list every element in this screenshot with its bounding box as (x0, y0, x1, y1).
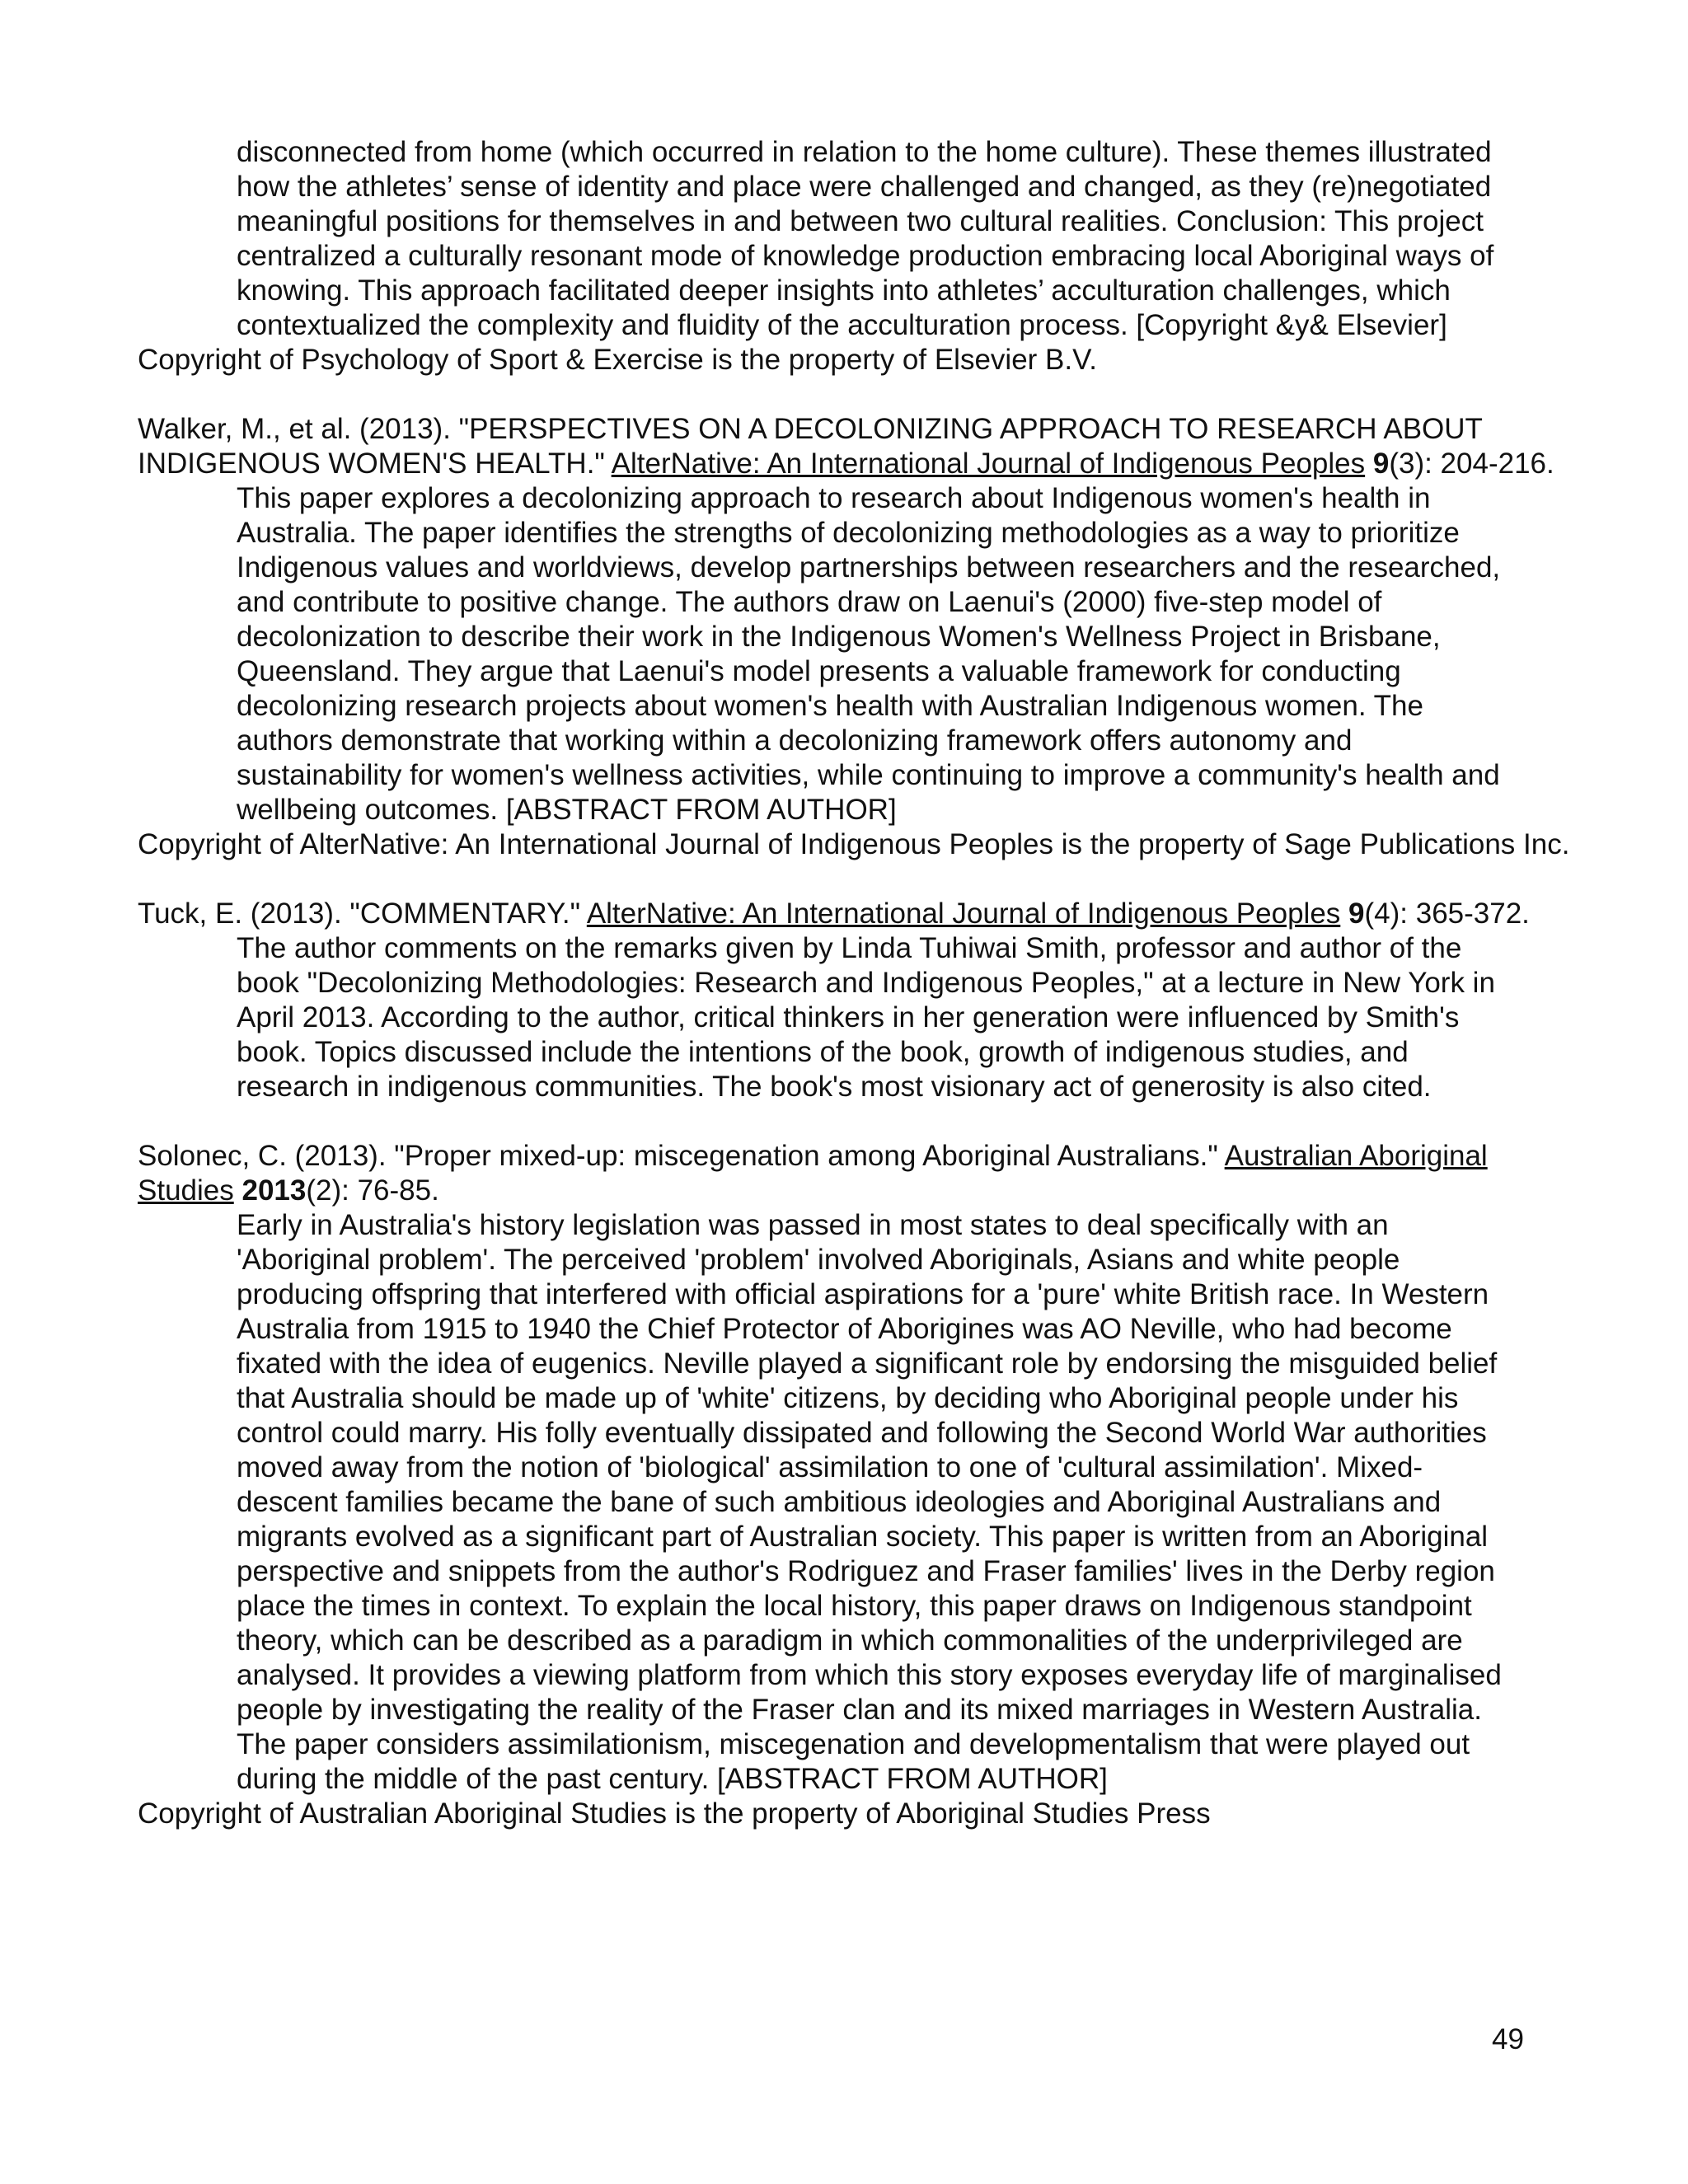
citation (138, 1139, 1588, 1208)
copyright-note: Copyright of AlterNative: An International Journal of Indigenous Peoples is the property of Sage Publications Inc. (138, 828, 1570, 860)
citation (138, 897, 1588, 931)
bibliography-entry (138, 1139, 1588, 1831)
page-number: 49 (1492, 2023, 1524, 2055)
citation (138, 412, 1588, 481)
abstract-text: This paper explores a decolonizing approach to research about Indigenous women's health in Australia. The paper identifies the strengths of decolonizing methodologies as a way to prioritize Indigenous values and worldviews, develop partnerships between researchers and the researched, and contribute to positive change. The authors draw on Laenui's (2000) five-step model of decolonization to describe their work in the Indigenous Women's Wellness Project in Brisbane, Queensland. They argue that Laenui's model presents a valuable framework for conducting decolonizing research projects about women's health with Australian Indigenous women. The authors demonstrate that working within a decolonizing framework offers autonomy and sustainability for women's wellness activities, while continuing to improve a community's health and wellbeing outcomes. [ABSTRACT FROM AUTHOR] (237, 482, 1501, 826)
citation-text: Walker, M., et al. (2013). "PERSPECTIVES ON A DECOLONIZING APPROACH TO RESEARCH ABOUT INDIGENOUS WOMEN'S HEALTH." (138, 413, 1483, 480)
volume-number: 9 (1348, 898, 1365, 930)
volume-number: 9 (1372, 448, 1390, 480)
entry-separator (138, 1104, 1588, 1139)
issue-pages: (4): 365-372. (1364, 898, 1530, 930)
bibliography-entry (138, 897, 1588, 1104)
journal-title: AlterNative: An International Journal of Indigenous Peoples (586, 898, 1341, 930)
bibliography-content (138, 135, 1588, 1831)
bibliography-entry (138, 412, 1588, 862)
continued-abstract: disconnected from home (which occurred in relation to the home culture). These themes illustrated how the athletes’ sense of identity and place were challenged and changed, as they (re)negotiated meaningful positions for themselves in and between two cultural realities. Conclusion: This project centralized a culturally resonant mode of knowledge production embracing local Aboriginal ways of knowing. This approach facilitated deeper insights into athletes’ acculturation challenges, which contextualized the complexity and fluidity of the acculturation process. [Copyright &y& Elsevier] (237, 136, 1494, 341)
issue-pages: (2): 76-85. (306, 1174, 439, 1207)
citation-text: Solonec, C. (2013). "Proper mixed-up: miscegenation among Aboriginal Australians." (138, 1140, 1225, 1172)
journal-title: Australian Aboriginal Studies (138, 1140, 1488, 1207)
entry-separator (138, 862, 1588, 897)
volume-number: 2013 (241, 1174, 307, 1207)
citation-text: Tuck, E. (2013). "COMMENTARY." (138, 898, 587, 930)
copyright-note: Copyright of Australian Aboriginal Studies is the property of Aboriginal Studies Press (138, 1797, 1211, 1830)
issue-pages: (3): 204-216. (1389, 448, 1554, 480)
copyright-note: Copyright of Psychology of Sport & Exercise is the property of Elsevier B.V. (138, 344, 1097, 376)
entry-separator (138, 377, 1588, 412)
abstract-text: The author comments on the remarks given by Linda Tuhiwai Smith, professor and author of the book "Decolonizing Methodologies: Research and Indigenous Peoples," at a lecture in New York in April 2013. According to the author, critical thinkers in her generation were influenced by Smith's book. Topics discussed include the intentions of the book, growth of indigenous studies, and research in indigenous communities. The book's most visionary act of generosity is also cited. (237, 932, 1495, 1103)
journal-title: AlterNative: An International Journal of Indigenous Peoples (611, 448, 1366, 480)
abstract-text: Early in Australia's history legislation was passed in most states to deal specifically with an 'Aboriginal problem'. The perceived 'problem' involved Aboriginals, Asians and white people producing offspring that interfered with official aspirations for a 'pure' white British race. In Western Australia from 1915 to 1940 the Chief Protector of Aborigines was AO Neville, who had become fixated with the idea of eugenics. Neville played a significant role by endorsing the misguided belief that Australia should be made up of 'white' citizens, by deciding who Aboriginal people under his control could marry. His folly eventually dissipated and following the Second World War authorities moved away from the notion of 'biological' assimilation to one of 'cultural assimilation'. Mixed- descent families became the bane of such ambitious ideologies and Aboriginal Australians and migrants evolved as a significant part of Australian society. This paper is written from an Aboriginal perspective and snippets from the author's Rodriguez and Fraser families' lives in the Derby region place the times in context. To explain the local history, this paper draws on Indigenous standpoint theory, which can be described as a paradigm in which commonalities of the underprivileged are analysed. It provides a viewing platform from which this story exposes everyday life of marginalised people by investigating the reality of the Fraser clan and its mixed marriages in Western Australia. The paper considers assimilationism, miscegenation and developmentalism that were played out during the middle of the past century. [ABSTRACT FROM AUTHOR] (237, 1209, 1502, 1795)
